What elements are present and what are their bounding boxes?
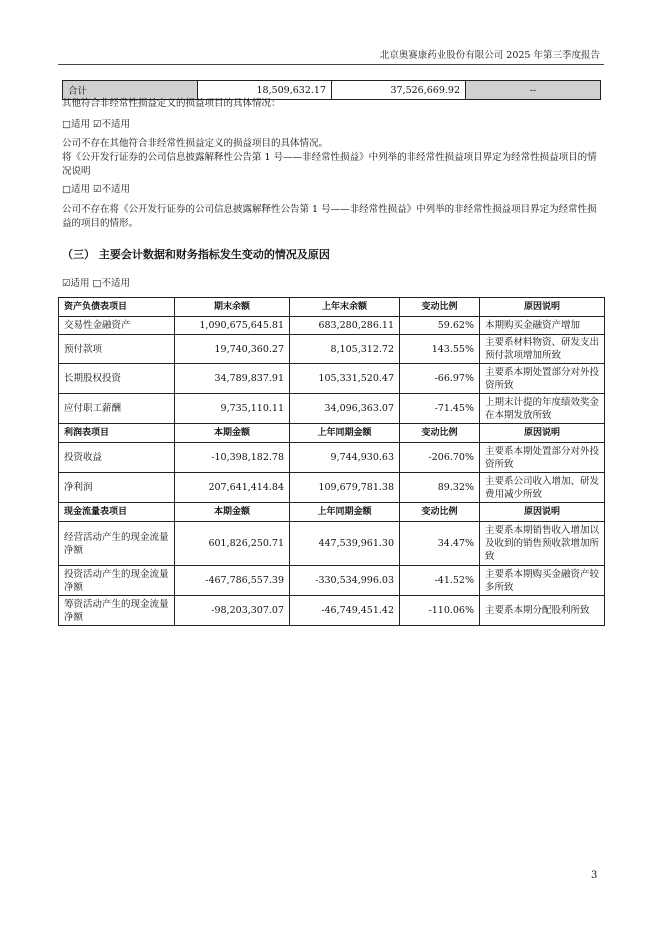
row-current: -98,203,307.07: [175, 596, 290, 626]
income-header-row: [59, 424, 605, 443]
column-header: 变动比例: [400, 298, 480, 317]
column-header: 原因说明: [480, 503, 605, 522]
column-header: 资产负债表项目: [59, 298, 175, 317]
row-item: 投资活动产生的现金流量净额: [59, 566, 175, 596]
total-ytd: 37,526,669.92: [332, 81, 466, 100]
row-item: 经营活动产生的现金流量净额: [59, 522, 175, 566]
row-reason: 主要系本期处置部分对外投资所致: [480, 364, 605, 394]
row-prior: 683,280,286.11: [290, 317, 400, 335]
row-item: 交易性金融资产: [59, 317, 175, 335]
row-change-pct: -206.70%: [400, 443, 480, 473]
changes-table: [58, 297, 605, 626]
column-header: 现金流量表项目: [59, 503, 175, 522]
column-header: 上年同期金额: [290, 503, 400, 522]
page-number: 3: [591, 870, 598, 881]
row-change-pct: 34.47%: [400, 522, 480, 566]
table-row: [59, 596, 605, 626]
column-header: 变动比例: [400, 503, 480, 522]
section-title: （三） 主要会计数据和财务指标发生变动的情况及原因: [62, 248, 330, 261]
report-header: 北京奥赛康药业股份有限公司 2025 年第三季度报告: [379, 50, 600, 61]
row-item: 投资收益: [59, 443, 175, 473]
row-change-pct: -71.45%: [400, 394, 480, 424]
row-current: 207,641,414.84: [175, 473, 290, 503]
row-item: 应付职工薪酬: [59, 394, 175, 424]
row-prior: 9,744,930.63: [290, 443, 400, 473]
row-current: -467,786,557.39: [175, 566, 290, 596]
row-reason: 上期末计提的年度绩效奖金在本期发放所致: [480, 394, 605, 424]
row-item: 预付款项: [59, 335, 175, 364]
row-change-pct: -66.97%: [400, 364, 480, 394]
column-header: 变动比例: [400, 424, 480, 443]
column-header: 原因说明: [480, 424, 605, 443]
table-row: [59, 473, 605, 503]
balance-header-row: [59, 298, 605, 317]
row-reason: 主要系公司收入增加、研发费用减少所致: [480, 473, 605, 503]
total-note: --: [466, 81, 601, 100]
row-prior: 109,679,781.38: [290, 473, 400, 503]
row-item: 长期股权投资: [59, 364, 175, 394]
row-change-pct: -41.52%: [400, 566, 480, 596]
row-change-pct: 59.62%: [400, 317, 480, 335]
total-label: 合计: [63, 81, 198, 100]
row-current: 19,740,360.27: [175, 335, 290, 364]
row-change-pct: 143.55%: [400, 335, 480, 364]
row-prior: -330,534,996.03: [290, 566, 400, 596]
row-reason: 主要系本期处置部分对外投资所致: [480, 443, 605, 473]
row-prior: 34,096,363.07: [290, 394, 400, 424]
row-prior: 105,331,520.47: [290, 364, 400, 394]
row-prior: -46,749,451.42: [290, 596, 400, 626]
column-header: 本期金额: [175, 503, 290, 522]
table-row: [59, 394, 605, 424]
applicability-1: □适用 ☑不适用: [62, 119, 131, 130]
column-header: 利润表项目: [59, 424, 175, 443]
paragraph-no-other: 公司不存在其他符合非经常性损益定义的损益项目的具体情况。: [62, 138, 329, 149]
table-row: [59, 364, 605, 394]
total-current: 18,509,632.17: [198, 81, 332, 100]
column-header: 上年末余额: [290, 298, 400, 317]
row-reason: 主要系材料物资、研发支出预付款项增加所致: [480, 335, 605, 364]
header-rule: [58, 64, 604, 65]
row-change-pct: 89.32%: [400, 473, 480, 503]
row-reason: 本期购买金融资产增加: [480, 317, 605, 335]
column-header: 上年同期金额: [290, 424, 400, 443]
cashflow-header-row: [59, 503, 605, 522]
row-reason: 主要系本期销售收入增加以及收到的销售预收款增加所致: [480, 522, 605, 566]
paragraph-classification: 将《公开发行证券的公司信息披露解释性公告第 1 号——非经常性损益》中列举的非经常性损益项目界定为经常性损益项目的情况说明: [62, 152, 597, 177]
row-change-pct: -110.06%: [400, 596, 480, 626]
row-current: 1,090,675,645.81: [175, 317, 290, 335]
row-item: 筹资活动产生的现金流量净额: [59, 596, 175, 626]
row-reason: 主要系本期购买金融资产较多所致: [480, 566, 605, 596]
row-current: 601,826,250.71: [175, 522, 290, 566]
table-row: [59, 522, 605, 566]
table-row: [59, 566, 605, 596]
table-row: [59, 443, 605, 473]
column-header: 期末余额: [175, 298, 290, 317]
applicability-3: ☑适用 □不适用: [62, 278, 131, 289]
row-current: 9,735,110.11: [175, 394, 290, 424]
row-current: -10,398,182.78: [175, 443, 290, 473]
column-header: 原因说明: [480, 298, 605, 317]
table-row: [59, 335, 605, 364]
column-header: 本期金额: [175, 424, 290, 443]
row-reason: 主要系本期分配股利所致: [480, 596, 605, 626]
row-item: 净利润: [59, 473, 175, 503]
row-prior: 447,539,961.30: [290, 522, 400, 566]
applicability-2: □适用 ☑不适用: [62, 184, 131, 195]
paragraph-other-items: 其他符合非经常性损益定义的损益项目的具体情况：: [62, 98, 281, 109]
row-current: 34,789,837.91: [175, 364, 290, 394]
table-row: [59, 317, 605, 335]
paragraph-no-classification: 公司不存在将《公开发行证券的公司信息披露解释性公告第 1 号——非经常性损益》中列举的非经常性损益项目界定为经常性损益的项目的情形。: [62, 204, 597, 229]
row-prior: 8,105,312.72: [290, 335, 400, 364]
